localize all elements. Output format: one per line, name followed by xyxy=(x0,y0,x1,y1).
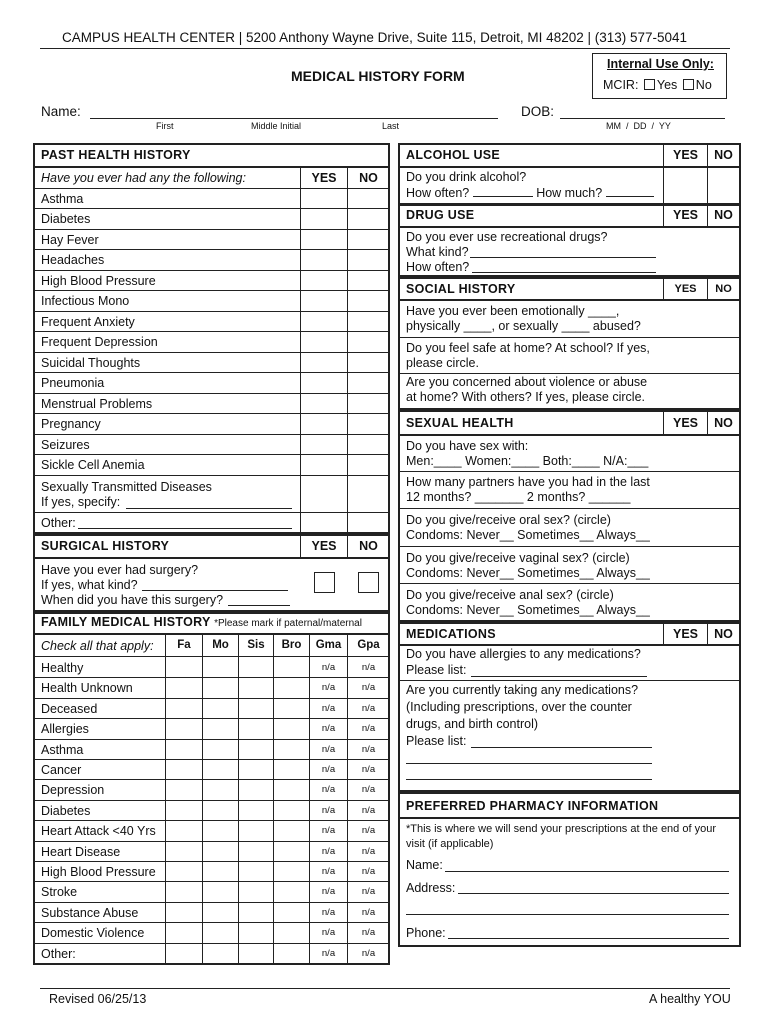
past-row-rule xyxy=(35,311,389,312)
pharmacy-phone-field[interactable] xyxy=(448,938,729,939)
drug-no-header: NO xyxy=(714,208,733,222)
family-row-label: Domestic Violence xyxy=(41,926,145,940)
pharmacy-name-field[interactable] xyxy=(445,871,729,872)
sexual-no-header: NO xyxy=(714,416,733,430)
past-item-infectious-mono: Infectious Mono xyxy=(41,294,130,308)
medications-yes-header: YES xyxy=(672,627,698,641)
surgical-yes-checkbox[interactable] xyxy=(314,572,335,593)
pharmacy-section xyxy=(398,792,741,947)
sexual-row-rule xyxy=(400,546,739,547)
family-header-rule xyxy=(35,656,389,657)
sexual-q3-line1: Do you give/receive oral sex? (circle) xyxy=(406,513,611,527)
family-col-rule xyxy=(238,634,239,964)
past-row-rule xyxy=(35,290,389,291)
pharmacy-address-label: Address: xyxy=(406,881,456,895)
alcohol-title: ALCOHOL USE xyxy=(406,148,501,162)
family-col-gma: Gma xyxy=(315,639,342,651)
alcohol-yes-header: YES xyxy=(672,148,698,162)
family-row-label: Heart Disease xyxy=(41,845,121,859)
family-check-label: Check all that apply: xyxy=(41,639,154,653)
family-gpa-na: n/a xyxy=(361,907,376,918)
past-item-std: Sexually Transmitted Diseases xyxy=(41,480,212,494)
alcohol-q1: Do you drink alcohol? xyxy=(406,170,527,184)
family-col-fa: Fa xyxy=(177,639,191,651)
drug-q1: Do you ever use recreational drugs? xyxy=(406,230,608,244)
medications-q2-line1: Are you currently taking any medications? xyxy=(406,683,639,697)
medications-q2-line2: (Including prescriptions, over the counter xyxy=(406,700,632,714)
family-history-heading xyxy=(41,615,362,629)
medications-title: MEDICATIONS xyxy=(406,627,496,641)
past-item-frequent-anxiety: Frequent Anxiety xyxy=(41,315,135,329)
medications-q1-line1: Do you have allergies to any medications? xyxy=(406,647,641,661)
alcohol-how-much-field[interactable] xyxy=(606,185,654,197)
family-row-label: Substance Abuse xyxy=(41,906,139,920)
past-item-menstrual-problems: Menstrual Problems xyxy=(41,397,153,411)
past-row-rule xyxy=(35,270,389,271)
alcohol-how-much-label: How much? xyxy=(536,186,603,200)
past-row-rule xyxy=(35,413,389,414)
family-row-rule xyxy=(35,841,389,842)
dob-format-caption: MM / DD / YY xyxy=(606,121,671,131)
sexual-q3-line2: Condoms: Never__ Sometimes__ Always__ xyxy=(406,528,650,542)
surgical-when-field[interactable] xyxy=(228,605,290,606)
past-item-other: Other: xyxy=(41,516,76,530)
family-row-rule xyxy=(35,698,389,699)
family-row-label: Cancer xyxy=(41,763,82,777)
medications-q1-line2: Please list: xyxy=(406,663,467,677)
family-gma-na: n/a xyxy=(321,927,336,938)
surgical-history-title: SURGICAL HISTORY xyxy=(41,539,170,553)
surgical-no-checkbox[interactable] xyxy=(358,572,379,593)
footer-tagline: A healthy YOU xyxy=(649,992,731,1006)
past-std-specify-field[interactable] xyxy=(126,508,292,509)
dob-field[interactable] xyxy=(560,118,725,119)
past-item-pneumonia: Pneumonia xyxy=(41,376,105,390)
past-other-field[interactable] xyxy=(78,528,292,529)
sexual-q1-line2: Men:____ Women:____ Both:____ N/A:___ xyxy=(406,454,649,468)
name-field[interactable] xyxy=(90,118,498,119)
family-row-rule xyxy=(35,739,389,740)
internal-use-box xyxy=(592,53,727,99)
past-history-title: PAST HEALTH HISTORY xyxy=(41,148,191,162)
first-name-caption: First xyxy=(156,121,174,131)
family-gpa-na: n/a xyxy=(361,927,376,938)
past-no-col-rule xyxy=(347,166,348,532)
sexual-yes-header: YES xyxy=(672,416,698,430)
alcohol-title-rule xyxy=(400,166,739,168)
middle-initial-caption: Middle Initial xyxy=(251,121,302,131)
drug-title: DRUG USE xyxy=(406,208,475,222)
social-yes-header: YES xyxy=(674,283,697,295)
family-gpa-na: n/a xyxy=(361,764,376,775)
surgical-q3: When did you have this surgery? xyxy=(41,593,224,607)
sexual-row-rule xyxy=(400,508,739,509)
sexual-q4-line1: Do you give/receive vaginal sex? (circle) xyxy=(406,551,630,565)
sexual-row-rule xyxy=(400,583,739,584)
family-gpa-na: n/a xyxy=(361,784,376,795)
past-yes-header: YES xyxy=(311,171,337,185)
family-gma-na: n/a xyxy=(321,825,336,836)
family-gma-na: n/a xyxy=(321,662,336,673)
internal-use-title: Internal Use Only: xyxy=(607,57,714,71)
sexual-q4-line2: Condoms: Never__ Sometimes__ Always__ xyxy=(406,566,650,580)
past-row-rule xyxy=(35,475,389,476)
social-q1-line2: physically ____, or sexually ____ abused? xyxy=(406,319,641,333)
family-col-bro: Bro xyxy=(281,639,302,651)
sexual-health-title: SEXUAL HEALTH xyxy=(406,416,514,430)
family-gpa-na: n/a xyxy=(361,703,376,714)
sexual-title-rule xyxy=(400,434,739,436)
family-row-rule xyxy=(35,922,389,923)
past-row-rule xyxy=(35,249,389,250)
social-q2-line2: please circle. xyxy=(406,356,479,370)
family-gpa-na: n/a xyxy=(361,825,376,836)
surgical-title-rule xyxy=(35,557,389,559)
family-gma-na: n/a xyxy=(321,866,336,877)
sexual-q5-line2: Condoms: Never__ Sometimes__ Always__ xyxy=(406,603,650,617)
past-question: Have you ever had any the following: xyxy=(41,171,246,185)
family-gma-na: n/a xyxy=(321,703,336,714)
medications-allergies-field[interactable] xyxy=(471,676,647,677)
family-row-rule xyxy=(35,861,389,862)
medications-row-rule xyxy=(400,680,739,681)
social-q2-line1: Do you feel safe at home? At school? If yes, xyxy=(406,341,650,355)
family-gpa-na: n/a xyxy=(361,723,376,734)
pharmacy-address-field[interactable] xyxy=(458,893,729,894)
family-gma-na: n/a xyxy=(321,805,336,816)
pharmacy-title: PREFERRED PHARMACY INFORMATION xyxy=(406,799,659,813)
past-item-seizures: Seizures xyxy=(41,438,90,452)
past-no-header: NO xyxy=(359,171,378,185)
surgical-yes-header: YES xyxy=(311,539,337,553)
family-gma-na: n/a xyxy=(321,784,336,795)
family-row-label: Allergies xyxy=(41,722,89,736)
footer-divider xyxy=(40,988,730,989)
family-col-mo: Mo xyxy=(212,639,229,651)
social-q3-line2: at home? With others? If yes, please circle. xyxy=(406,390,645,404)
past-row-rule xyxy=(35,512,389,513)
family-gma-na: n/a xyxy=(321,682,336,693)
medications-q2-line3: drugs, and birth control) xyxy=(406,717,539,731)
past-item-pregnancy: Pregnancy xyxy=(41,417,101,431)
past-row-rule xyxy=(35,434,389,435)
family-row-label: Healthy xyxy=(41,661,84,675)
family-row-rule xyxy=(35,902,389,903)
medications-q2-line4: Please list: xyxy=(406,734,467,748)
form-title: MEDICAL HISTORY FORM xyxy=(291,68,465,84)
family-history-title: FAMILY MEDICAL HISTORY xyxy=(41,615,211,629)
drug-yes-header: YES xyxy=(672,208,698,222)
family-row-rule xyxy=(35,820,389,821)
past-history-title-rule xyxy=(35,166,389,168)
mcir-yes-label: Yes xyxy=(656,78,678,92)
mcir-yes-checkbox[interactable] xyxy=(644,79,655,90)
surgical-no-header: NO xyxy=(359,539,378,553)
family-row-label: Other: xyxy=(41,947,76,961)
family-gpa-na: n/a xyxy=(361,682,376,693)
family-gma-na: n/a xyxy=(321,764,336,775)
pharmacy-note-line1: *This is where we will send your prescriptions at the end of your xyxy=(406,823,716,835)
social-q3-line1: Are you concerned about violence or abuse xyxy=(406,375,648,389)
social-q1-line1: Have you ever been emotionally ____, xyxy=(406,304,620,318)
family-row-rule xyxy=(35,800,389,801)
pharmacy-note-line2: visit (if applicable) xyxy=(406,838,494,850)
alcohol-no-header: NO xyxy=(714,148,733,162)
medications-list-field[interactable] xyxy=(406,779,652,780)
dob-label: DOB: xyxy=(521,104,555,119)
family-gma-na: n/a xyxy=(321,744,336,755)
family-title-rule xyxy=(35,633,389,635)
family-gpa-na: n/a xyxy=(361,744,376,755)
past-item-asthma: Asthma xyxy=(41,192,84,206)
family-col-gpa: Gpa xyxy=(357,639,380,651)
past-header-rule xyxy=(35,188,389,189)
clinic-info: CAMPUS HEALTH CENTER | 5200 Anthony Wayne Drive, Suite 115, Detroit, MI 48202 | (313) 577-5041 xyxy=(62,30,688,45)
alcohol-q2 xyxy=(406,185,654,200)
header-divider xyxy=(40,48,730,49)
past-item-sickle-cell: Sickle Cell Anemia xyxy=(41,458,145,472)
past-row-rule xyxy=(35,454,389,455)
revised-date: Revised 06/25/13 xyxy=(49,992,147,1006)
family-row-label: Health Unknown xyxy=(41,681,133,695)
sexual-q5-line1: Do you give/receive anal sex? (circle) xyxy=(406,588,614,602)
past-item-high-blood-pressure: High Blood Pressure xyxy=(41,274,156,288)
family-gma-na: n/a xyxy=(321,723,336,734)
sexual-q1-line1: Do you have sex with: xyxy=(406,439,529,453)
family-col-rule xyxy=(273,634,274,964)
family-gpa-na: n/a xyxy=(361,866,376,877)
mcir-label: MCIR: xyxy=(603,78,639,92)
family-row-rule xyxy=(35,881,389,882)
surgical-q1: Have you ever had surgery? xyxy=(41,563,199,577)
social-title: SOCIAL HISTORY xyxy=(406,282,516,296)
family-row-label: Diabetes xyxy=(41,804,91,818)
drug-q2: What kind? xyxy=(406,245,469,259)
family-row-label: High Blood Pressure xyxy=(41,865,156,879)
pharmacy-title-rule xyxy=(400,817,739,819)
family-row-rule xyxy=(35,943,389,944)
sexual-q2-line1: How many partners have you had in the last xyxy=(406,475,650,489)
family-row-label: Depression xyxy=(41,783,105,797)
family-row-rule xyxy=(35,779,389,780)
pharmacy-name-label: Name: xyxy=(406,858,443,872)
social-no-header: NO xyxy=(715,283,732,295)
social-title-rule xyxy=(400,299,739,301)
mcir-row xyxy=(603,78,712,92)
mcir-no-label: No xyxy=(695,78,712,92)
family-row-label: Deceased xyxy=(41,702,98,716)
medications-title-rule xyxy=(400,644,739,646)
family-row-rule xyxy=(35,677,389,678)
past-item-suicidal-thoughts: Suicidal Thoughts xyxy=(41,356,141,370)
family-col-rule xyxy=(202,634,203,964)
past-row-rule xyxy=(35,331,389,332)
pharmacy-phone-label: Phone: xyxy=(406,926,446,940)
family-gma-na: n/a xyxy=(321,886,336,897)
family-gpa-na: n/a xyxy=(361,886,376,897)
family-gpa-na: n/a xyxy=(361,805,376,816)
family-row-rule xyxy=(35,718,389,719)
family-row-label: Heart Attack <40 Yrs xyxy=(41,824,156,838)
drug-kind-field[interactable] xyxy=(470,257,656,258)
family-history-note: *Please mark if paternal/maternal xyxy=(214,618,362,629)
past-row-rule xyxy=(35,372,389,373)
past-item-frequent-depression: Frequent Depression xyxy=(41,335,158,349)
family-row-label: Asthma xyxy=(41,743,84,757)
family-row-label: Stroke xyxy=(41,885,78,899)
last-name-caption: Last xyxy=(382,121,400,131)
family-gpa-na: n/a xyxy=(361,846,376,857)
family-gma-na: n/a xyxy=(321,846,336,857)
social-row-rule xyxy=(400,337,739,338)
past-item-hay-fever: Hay Fever xyxy=(41,233,99,247)
social-row-rule xyxy=(400,373,739,374)
family-col-rule xyxy=(165,634,166,964)
pharmacy-address-field-2[interactable] xyxy=(406,914,729,915)
alcohol-how-often-label: How often? xyxy=(406,186,470,200)
medications-list-field[interactable] xyxy=(406,763,652,764)
past-row-rule xyxy=(35,352,389,353)
drug-q3: How often? xyxy=(406,260,470,274)
alcohol-how-often-field[interactable] xyxy=(473,185,533,197)
mcir-no-checkbox[interactable] xyxy=(683,79,694,90)
drug-title-rule xyxy=(400,226,739,228)
surgical-kind-field[interactable] xyxy=(142,590,288,591)
family-gma-na: n/a xyxy=(321,948,336,959)
surgical-q2: If yes, what kind? xyxy=(41,578,138,592)
family-col-sis: Sis xyxy=(247,639,265,651)
past-item-headaches: Headaches xyxy=(41,253,105,267)
past-row-rule xyxy=(35,208,389,209)
family-gma-na: n/a xyxy=(321,907,336,918)
medications-list-field[interactable] xyxy=(471,747,652,748)
name-label: Name: xyxy=(41,104,81,119)
family-row-rule xyxy=(35,759,389,760)
family-gpa-na: n/a xyxy=(361,948,376,959)
family-gpa-na: n/a xyxy=(361,662,376,673)
sexual-q2-line2: 12 months? _______ 2 months? ______ xyxy=(406,490,631,504)
sexual-row-rule xyxy=(400,471,739,472)
past-std-specify-label: If yes, specify: xyxy=(41,495,121,509)
drug-often-field[interactable] xyxy=(472,272,656,273)
past-item-diabetes: Diabetes xyxy=(41,212,91,226)
past-yes-col-rule xyxy=(300,166,301,532)
past-row-rule xyxy=(35,229,389,230)
medications-no-header: NO xyxy=(714,627,733,641)
past-row-rule xyxy=(35,393,389,394)
